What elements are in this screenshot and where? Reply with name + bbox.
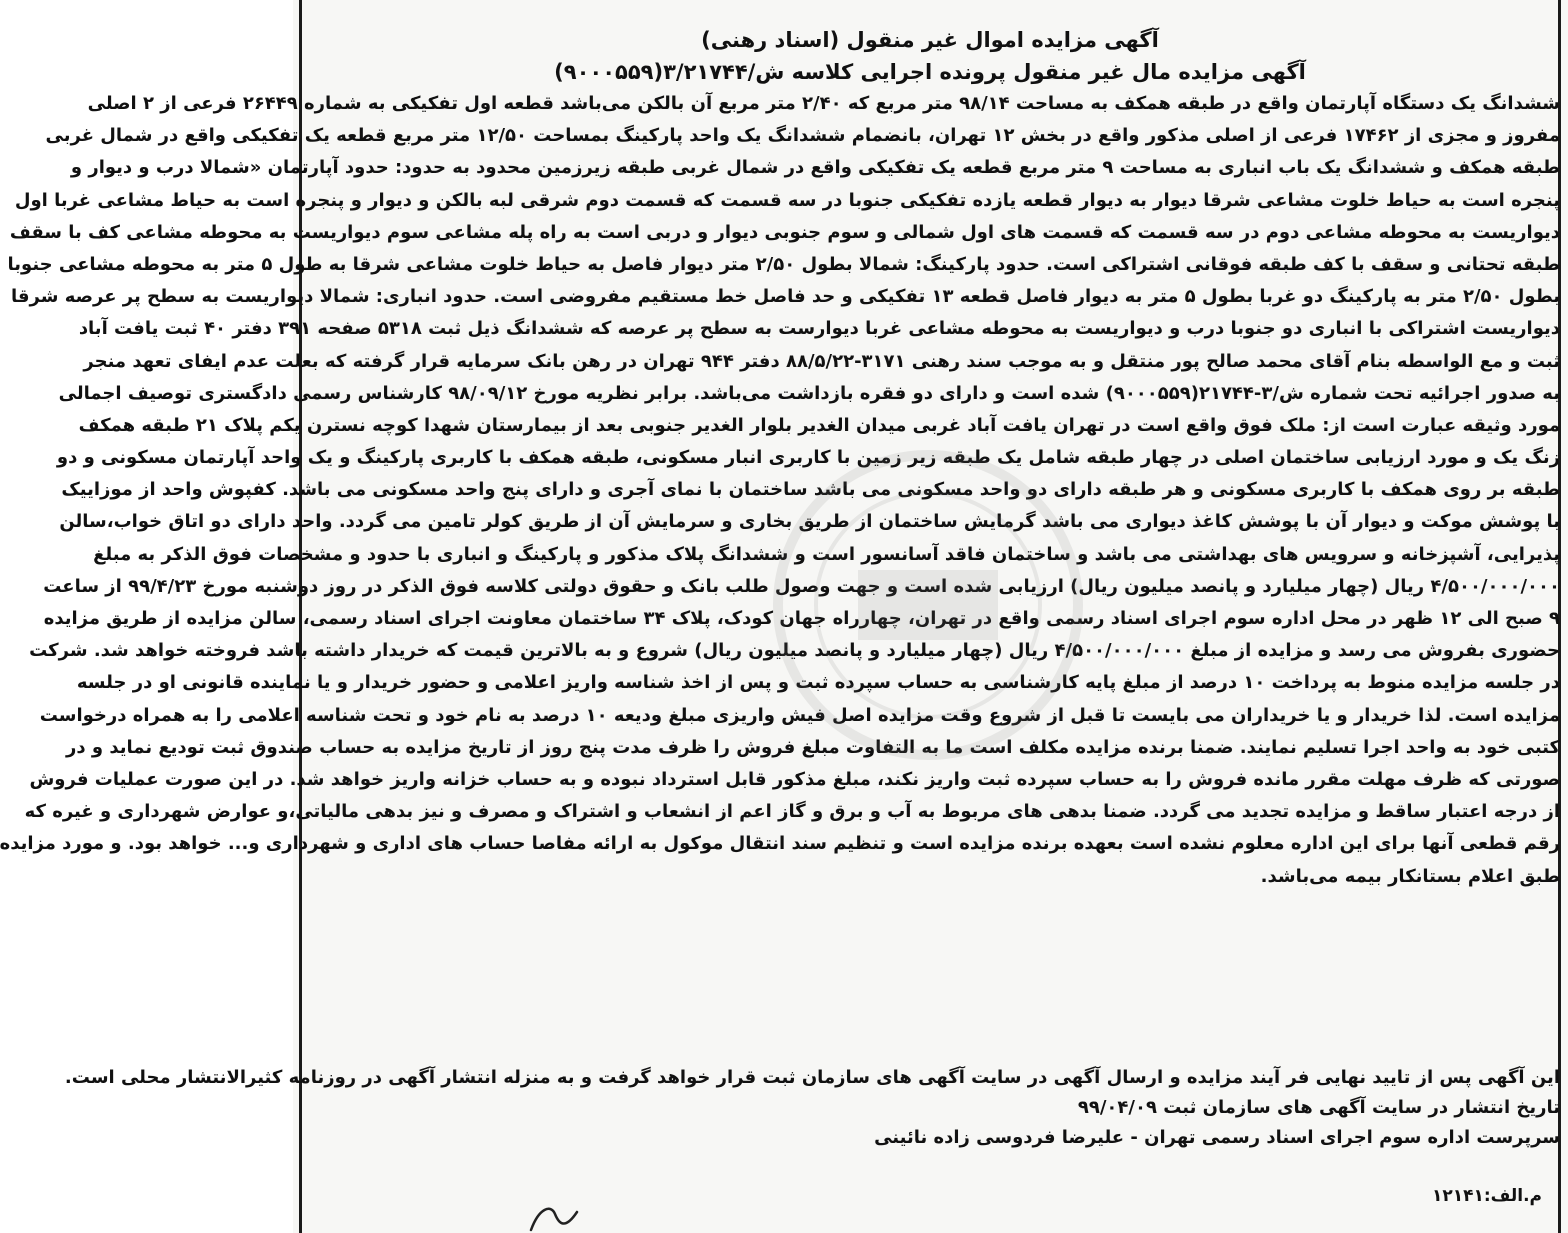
notice-subtitle: آگهی مزایده مال غیر منقول پرونده اجرایی کلاسه ش/۳/۲۱۷۴۴(۹۰۰۰۵۵۹): [554, 60, 1306, 84]
body-line: مورد وثیقه عبارت است از: ملک فوق واقع است در تهران یافت آباد غربی میدان الغدیر بلوار الغدیر جنوبی بعد از بیمارستان شهدا کوچه نسترن یکم پلاک ۲۱ طبقه همکف: [78, 414, 1560, 436]
reference-code: م.الف:۱۲۱۴۱: [1431, 1186, 1542, 1206]
body-line: بطول ۲/۵۰ متر به پارکینگ دو غربا بطول ۵ متر به دیوار فاصل قطعه ۱۳ تفکیکی و حد فاصل خط مستقیم مفروضی است. حدود انباری: شمالا دیواریست به سطح پر عرصه شرقا: [10, 286, 1560, 308]
body-line: طبق اعلام بستانکار بیمه می‌باشد.: [1260, 865, 1560, 887]
body-line: مفروز و مجزی از ۱۷۴۶۲ فرعی از اصلی مذکور واقع در بخش ۱۲ تهران، بانضمام ششدانگ یک واحد پارکینگ بمساحت ۱۲/۵۰ متر مربع قطعه یک تفکیکی واقع در شمال غربی: [45, 125, 1560, 147]
body-line: پذیرایی، آشپزخانه و سرویس های بهداشتی می باشد و ساختمان فاقد آسانسور است و ششدانگ پلاک مذکور و پارکینگ و انباری با حدود و مشخصات فوق الذکر به مبلغ: [93, 543, 1560, 565]
body-line: پنجره است به حیاط خلوت مشاعی شرقا دیوار به دیوار قطعه یازده تفکیکی جنوبا در سه قسمت که قسمت دوم شرقی لبه بالکن و دیوار و پنجره است به حیاط مشاعی غربا اول: [14, 189, 1560, 211]
body-line: طبقه همکف و ششدانگ یک باب انباری به مساحت ۹ متر مربع قطعه یک تفکیکی واقع در شمال غربی طبقه زیرزمین محدود به حدود: حدود آپارتمان «شمالا درب و دیوار و: [70, 157, 1560, 179]
publication-date: تاریخ انتشار در سایت آگهی های سازمان ثبت ۹۹/۰۴/۰۹: [1077, 1097, 1560, 1118]
body-line: رقم قطعی آنها برای این اداره معلوم نشده است بعهده برنده مزایده است و تنظیم سند انتقال موکول به ارائه مفاصا حساب های اداری و شهرداری و... خواهد بود. و مورد مزایده: [0, 833, 1560, 855]
body-line: ششدانگ یک دستگاه آپارتمان واقع در طبقه همکف به مساحت ۹۸/۱۴ متر مربع که ۲/۴۰ متر مربع آن بالکن می‌باشد قطعه اول تفکیکی به شماره ۲۶۴۴۹ فرعی از ۲ اصلی: [87, 93, 1560, 114]
body-line: مزایده است. لذا خریدار و یا خریداران می بایست تا قبل از شروع وقت مزایده اصل فیش واریزی مبلغ ودیعه ۱۰ درصد به نام خود و تحت شناسه اعلامی را به همراه درخواست: [39, 704, 1560, 726]
notice-body: [0, 88, 1560, 893]
body-line: در جلسه مزایده منوط به پرداخت ۱۰ درصد از مبلغ پایه کارشناسی به حساب سپرده ثبت و پس از اخذ شناسه واریز اعلامی و حضور خریدار و یا نماینده قانونی او در جلسه: [76, 672, 1560, 694]
body-line: به صدور اجرائیه تحت شماره ش/۳-۲۱۷۴۴(۹۰۰۰۵۵۹) شده است و دارای دو فقره بازداشت می‌باشد. برابر نظریه مورخ ۹۸/۰۹/۱۲ کارشناس رسمی دادگستری توصیف اجمالی: [58, 382, 1560, 404]
body-line: با پوشش موکت و دیوار آن با پوشش کاغذ دیواری می باشد گرمایش ساختمان از طریق بخاری و سرمایش آن از طریق کولر تامین می گردد. واحد دارای دو اتاق خواب،سالن: [59, 511, 1560, 533]
body-line: ۴/۵۰۰/۰۰۰/۰۰۰ ریال (چهار میلیارد و پانصد میلیون ریال) ارزیابی شده است و جهت وصول طلب بانک و حقوق دولتی کلاسه فوق الذکر در روز دوشنبه مورخ ۹۹/۴/۲۳ از ساعت: [43, 575, 1560, 597]
signatory: سرپرست اداره سوم اجرای اسناد رسمی تهران - علیرضا فردوسی زاده نائینی: [874, 1127, 1560, 1148]
body-line: زنگ یک و مورد ارزیابی ساختمان اصلی در چهار طبقه شامل یک طبقه زیر زمین با کاربری انبار مسکونی، طبقه همکف با کاربری پارکینگ و یک واحد آپارتمان مسکونی و دو: [56, 447, 1560, 469]
handwritten-mark-icon: [525, 1200, 585, 1233]
publication-note: این آگهی پس از تایید نهایی فر آیند مزایده و ارسال آگهی در سایت آگهی های سازمان ثبت قرار خواهد گرفت و به منزله انتشار آگهی در روزنامه کثیرالانتشار محلی است.: [64, 1067, 1560, 1088]
body-line: طبقه تحتانی و سقف با کف طبقه فوقانی اشتراکی است. حدود پارکینگ: شمالا بطول ۲/۵۰ متر دیوار فاصل به حیاط خلوت مشاعی شرقا به طول ۵ متر به محوطه مشاعی جنوبا: [7, 253, 1560, 275]
body-line: صورتی که ظرف مهلت مقرر مانده فروش را به حساب سپرده ثبت واریز نکند، مبلغ مذکور قابل استرداد نبوده و به حساب خزانه واریز خواهد شد. در این صورت عملیات فروش: [29, 768, 1560, 790]
notice-title: آگهی مزایده اموال غیر منقول (اسناد رهنی): [701, 28, 1159, 52]
body-line: کتبی خود به واحد اجرا تسلیم نمایند. ضمنا برنده مزایده مکلف است ما به التفاوت مبلغ فروش را ظرف مدت پنج روز از تاریخ مزایده به حساب صندوق ثبت تودیع نماید و در: [66, 736, 1560, 758]
body-line: دیواریست به محوطه مشاعی دوم در سه قسمت که قسمت های اول شمالی و سوم جنوبی دیوار و دربی است به راه پله مشاعی سوم دیواریست به محوطه مشاعی کف با سقف: [9, 221, 1560, 243]
body-line: طبقه بر روی همکف با کاربری مسکونی و هر طبقه دارای دو واحد مسکونی می باشد ساختمان با نمای آجری و دارای پنج واحد مسکونی می باشد. کفپوش واحد از موزاییک: [61, 479, 1560, 501]
body-line: ثبت و مع الواسطه بنام آقای محمد صالح پور منتقل و به موجب سند رهنی ۳۱۷۱-۸۸/۵/۲۲ دفتر ۹۴۴ تهران در رهن بانک سرمایه قرار گرفته که بعلت عدم ایفای تعهد منجر: [83, 350, 1560, 372]
body-line: ۹ صبح الی ۱۲ ظهر در محل اداره سوم اجرای اسناد رسمی واقع در تهران، چهارراه جهان کودک، پلاک ۳۴ ساختمان معاونت اجرای اسناد رسمی، سالن مزایده از طریق مزایده: [43, 608, 1560, 629]
body-line: حضوری بفروش می رسد و مزایده از مبلغ ۴/۵۰۰/۰۰۰/۰۰۰ ریال (چهار میلیارد و پانصد میلیون ریال) شروع و به بالاترین قیمت که خریدار داشته باشد فروخته خواهد شد. شرکت: [29, 640, 1560, 662]
notice-footer: [64, 1063, 1560, 1153]
body-line: دیواریست اشتراکی با انباری دو جنوبا درب و دیواریست به محوطه مشاعی غربا دیوارست به سطح پر عرصه که ششدانگ ذیل ثبت ۵۳۱۸ صفحه ۳۹۱ دفتر ۴۰ ثبت یافت آباد: [78, 318, 1560, 340]
body-line: از درجه اعتبار ساقط و مزایده تجدید می گردد. ضمنا بدهی های مربوط به آب و برق و گاز اعم از انشعاب و اشتراک و مصرف و نیز بدهی مالیاتی،و عوارض شهرداری و غیره که: [24, 801, 1560, 823]
